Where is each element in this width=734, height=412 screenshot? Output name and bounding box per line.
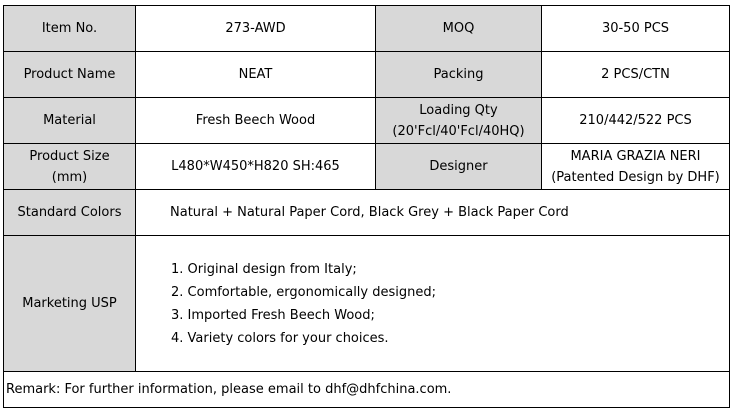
product-size-label-line1: Product Size [29, 148, 110, 164]
product-name-label: Product Name [4, 52, 136, 98]
loading-qty-label-line2: (20'Fcl/40'Fcl/40HQ) [392, 123, 525, 139]
table-row-marketing-usp [4, 236, 730, 372]
designer-note: (Patented Design by DHF) [551, 169, 720, 185]
moq-label: MOQ [376, 6, 542, 52]
marketing-usp-value [136, 236, 730, 372]
item-no-label: Item No. [4, 6, 136, 52]
table-row-standard-colors [4, 190, 730, 236]
table-row-product-size [4, 144, 730, 190]
product-size-value: L480*W450*H820 SH:465 [136, 144, 376, 190]
standard-colors-value: Natural + Natural Paper Cord, Black Grey + Black Paper Cord [136, 190, 730, 236]
table-row-item-no [4, 6, 730, 52]
designer-value [542, 144, 730, 190]
table-row-remark [4, 372, 730, 408]
list-item: 4. Variety colors for your choices. [171, 330, 389, 346]
list-item: 2. Comfortable, ergonomically designed; [171, 284, 437, 300]
product-spec-table [3, 5, 730, 408]
moq-value: 30-50 PCS [542, 6, 730, 52]
designer-label: Designer [376, 144, 542, 190]
packing-label: Packing [376, 52, 542, 98]
loading-qty-label [376, 98, 542, 144]
list-item: 3. Imported Fresh Beech Wood; [171, 307, 375, 323]
list-item: 1. Original design from Italy; [171, 261, 357, 277]
standard-colors-label: Standard Colors [4, 190, 136, 236]
marketing-usp-label: Marketing USP [4, 236, 136, 372]
item-no-value: 273-AWD [136, 6, 376, 52]
table-row-product-name [4, 52, 730, 98]
designer-name: MARIA GRAZIA NERI [570, 148, 701, 164]
loading-qty-label-line1: Loading Qty [419, 102, 498, 118]
marketing-usp-list [171, 258, 725, 350]
table-row-material [4, 98, 730, 144]
remark-text: Remark: For further information, please email to dhf@dhfchina.com. [4, 372, 730, 408]
loading-qty-value: 210/442/522 PCS [542, 98, 730, 144]
material-value: Fresh Beech Wood [136, 98, 376, 144]
product-size-label [4, 144, 136, 190]
product-name-value: NEAT [136, 52, 376, 98]
product-size-label-line2: (mm) [51, 169, 88, 185]
packing-value: 2 PCS/CTN [542, 52, 730, 98]
material-label: Material [4, 98, 136, 144]
